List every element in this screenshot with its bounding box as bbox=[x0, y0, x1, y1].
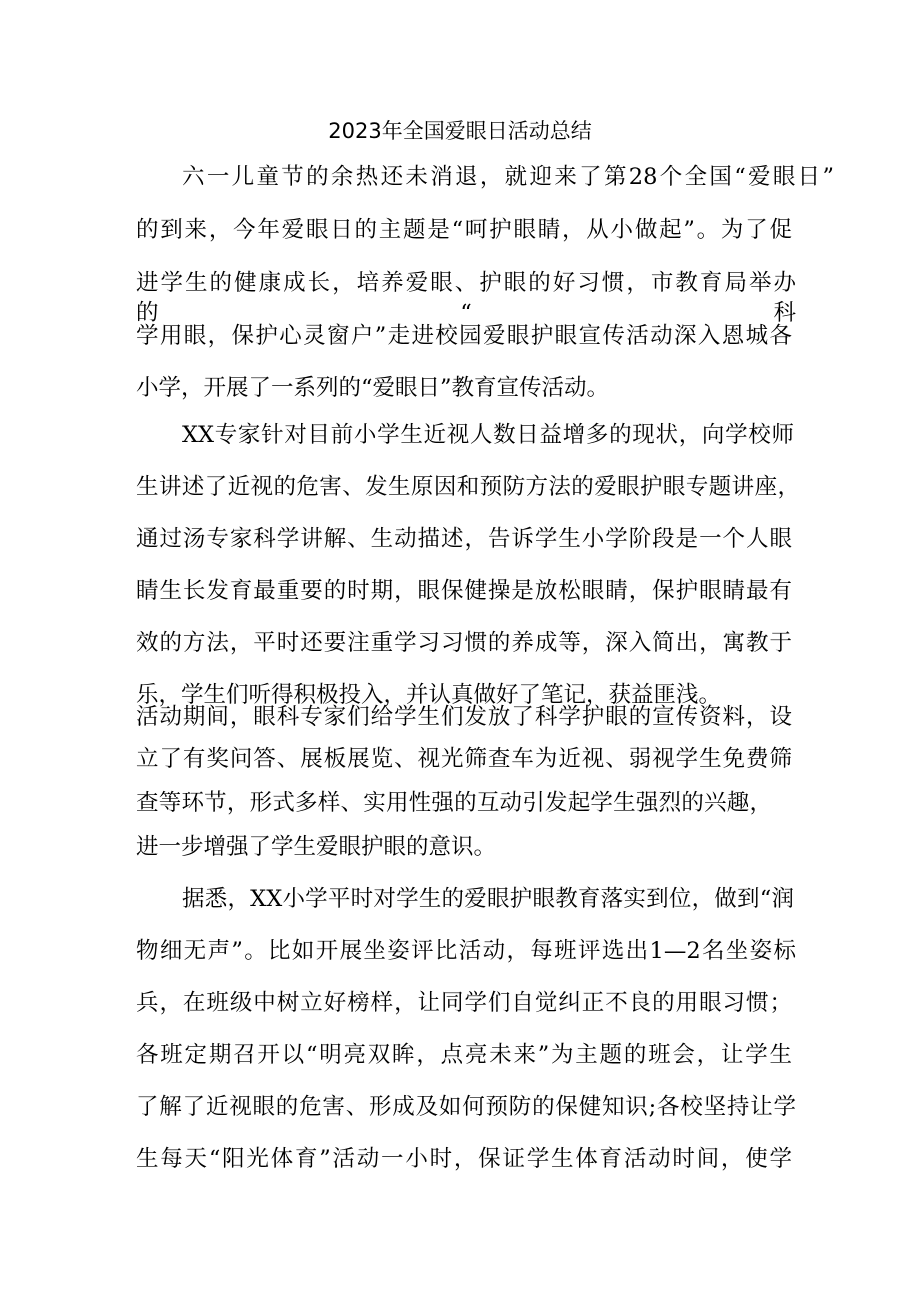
paragraph-4-line-3: 兵，在班级中树立好榜样，让同学们自觉纠正不良的用眼习惯； bbox=[136, 990, 792, 1016]
paragraph-1-line-3: 进学生的健康成长，培养爱眼、护眼的好习惯，市教育局举办的“科 bbox=[136, 270, 796, 326]
paragraph-4-line-4: 各班定期召开以“明亮双眸，点亮未来”为主题的班会，让学生 bbox=[136, 1042, 792, 1068]
paragraph-1-line-1: 六一儿童节的余热还未消退，就迎来了第28个全国“爱眼日” bbox=[182, 164, 834, 190]
paragraph-2-line-6: 乐，学生们听得积极投入，并认真做好了笔记，获益匪浅。 bbox=[136, 682, 722, 708]
paragraph-1-line-2: 的到来，今年爱眼日的主题是“呵护眼睛，从小做起”。为了促 bbox=[136, 217, 792, 243]
paragraph-3-line-1: 活动期间，眼科专家们给学生们发放了科学护眼的宣传资料，设 bbox=[136, 704, 792, 730]
paragraph-4-line-5: 了解了近视眼的危害、形成及如何预防的保健知识;各校坚持让学 bbox=[136, 1094, 796, 1120]
paragraph-1-line-5: 小学，开展了一系列的“爱眼日”教育宣传活动。 bbox=[136, 375, 610, 401]
paragraph-2-line-5: 效的方法，平时还要注重学习习惯的养成等，深入简出，寓教于 bbox=[136, 630, 792, 656]
paragraph-4-line-6: 生每天“阳光体育”活动一小时，保证学生体育活动时间，使学 bbox=[136, 1146, 792, 1172]
paragraph-3-line-2: 立了有奖问答、展板展览、视光筛查车为近视、弱视学生免费筛 bbox=[136, 746, 792, 772]
paragraph-2-line-2: 生讲述了近视的危害、发生原因和预防方法的爱眼护眼专题讲座， bbox=[136, 474, 800, 500]
paragraph-4-line-1: 据悉，XX小学平时对学生的爱眼护眼教育落实到位，做到“润 bbox=[182, 886, 794, 912]
paragraph-3-line-4: 进一步增强了学生爱眼护眼的意识。 bbox=[136, 834, 497, 860]
paragraph-1-line-4: 学用眼，保护心灵窗户”走进校园爱眼护眼宣传活动深入恩城各 bbox=[136, 323, 792, 349]
paragraph-3-line-3: 查等环节，形式多样、实用性强的互动引发起学生强烈的兴趣， bbox=[136, 790, 772, 816]
paragraph-2-line-1: XX专家针对目前小学生近视人数日益增多的现状，向学校师 bbox=[182, 422, 794, 448]
paragraph-4-line-2: 物细无声”。比如开展坐姿评比活动，每班评选出1—2名坐姿标 bbox=[136, 938, 796, 964]
document-title: 2023年全国爱眼日活动总结 bbox=[328, 119, 592, 143]
paragraph-2-line-4: 睛生长发育最重要的时期，眼保健操是放松眼睛，保护眼睛最有 bbox=[136, 578, 792, 604]
paragraph-2-line-3: 通过汤专家科学讲解、生动描述，告诉学生小学阶段是一个人眼 bbox=[136, 526, 792, 552]
